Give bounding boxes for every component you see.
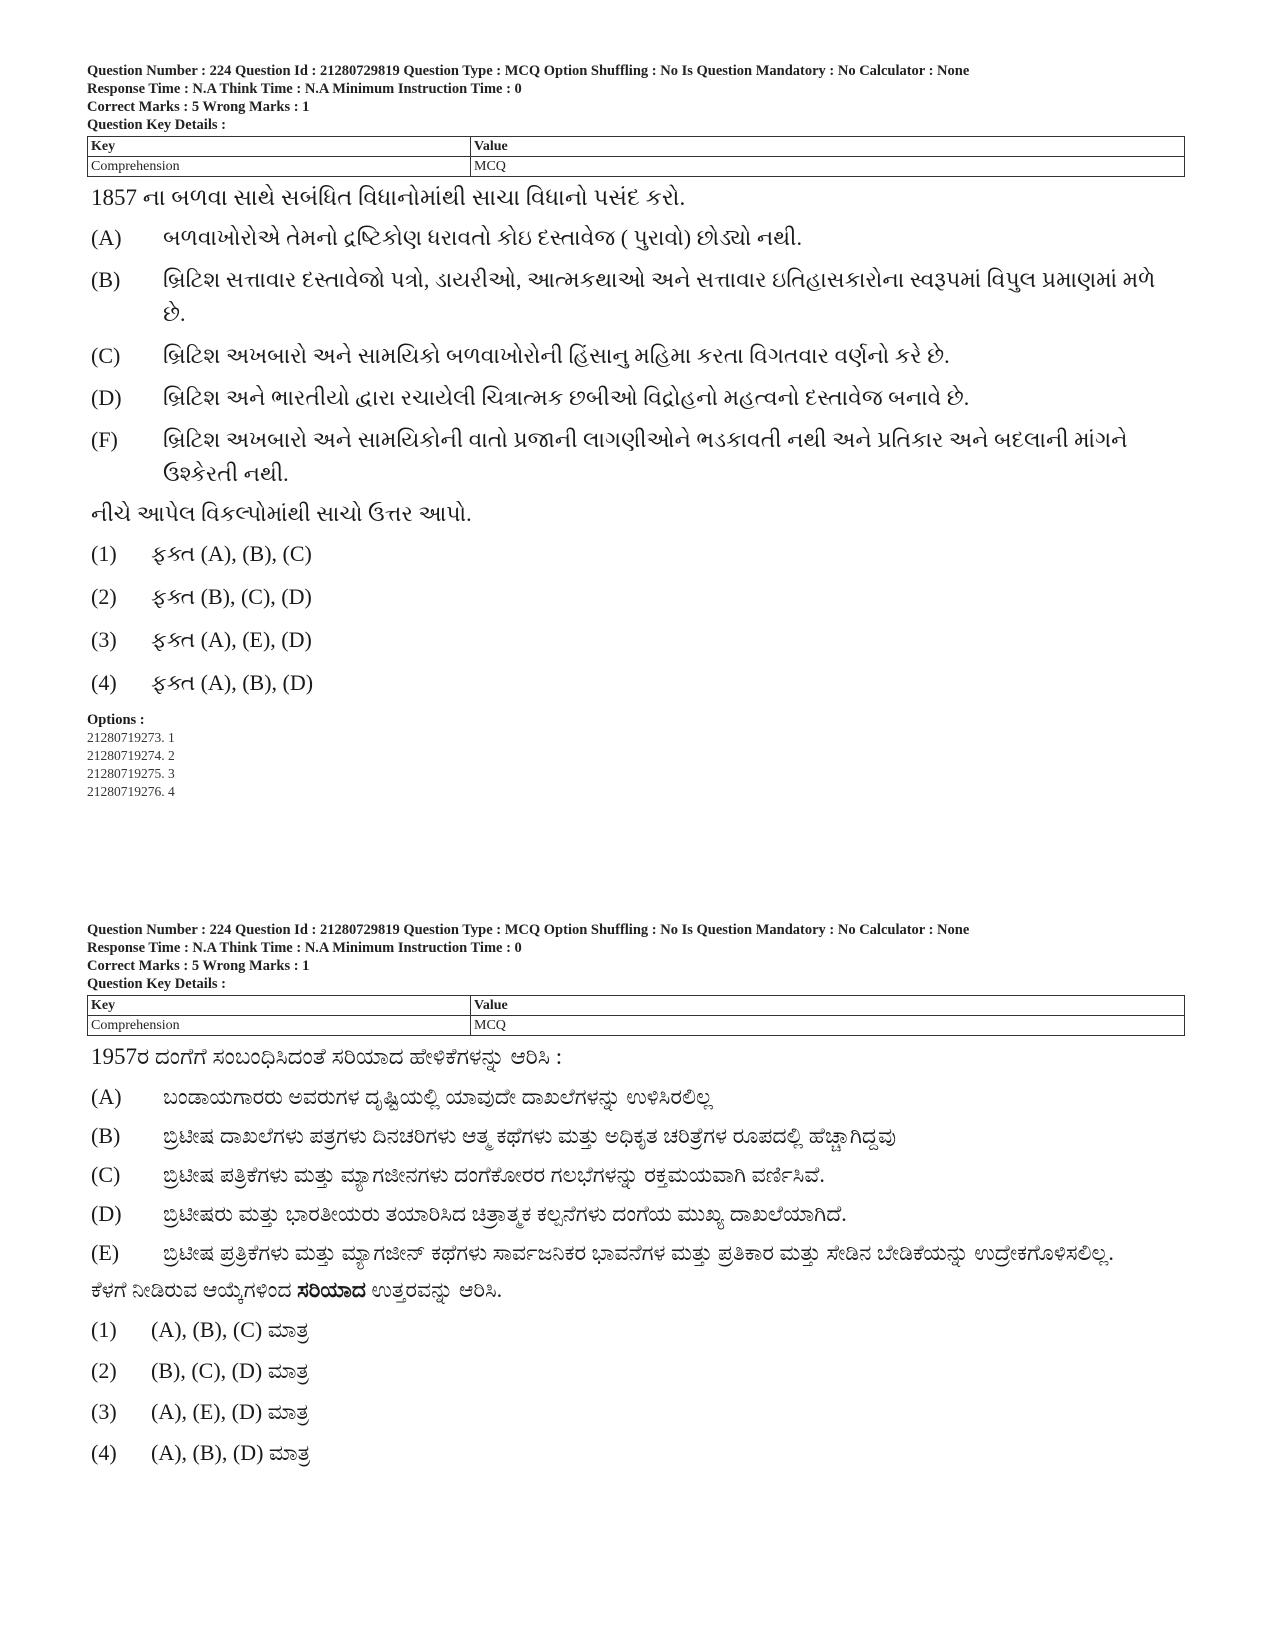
statement-label: (C)	[91, 343, 121, 368]
statement-item	[87, 1236, 1187, 1270]
statement-text: બ્રિટિશ અને ભારતીયો દ્વારા રચાયેલી ચિત્રાત્મક છબીઓ વિદ્રોહનો મહત્વનો દસ્તાવેજ બનાવે છે.	[163, 385, 970, 410]
table-header-row	[88, 996, 1185, 1016]
answer-option[interactable]	[87, 1315, 1187, 1345]
statement-text: બ્રિટિશ સત્તાવાર દસ્તાવેજો પત્રો, ડાયરીઓ, આત્મકથાઓ અને સત્તાવાર ઇતિહાસકારોના સ્વરૂપમાં વિપુલ પ્રમાણમાં મળે છે.	[163, 267, 1156, 326]
question-marks-line: Correct Marks : 5 Wrong Marks : 1	[87, 958, 310, 974]
question-block-kannada	[87, 921, 1187, 1479]
table-cell-value: MCQ	[471, 1016, 1185, 1036]
table-header-key: Key	[88, 996, 471, 1016]
statement-label: (D)	[91, 1201, 122, 1226]
option-label: (3)	[91, 627, 117, 652]
table-cell-value: MCQ	[471, 157, 1185, 177]
statement-text: બ્રિટિશ અખબારો અને સામયિકો બળવાખોરોની હિંસાનુ મહિમા કરતા વિગતવાર વર્ણનો કરે છે.	[163, 343, 950, 368]
option-label: (1)	[91, 541, 117, 566]
answer-option[interactable]	[87, 1438, 1187, 1468]
prompt-text-start: ಕೆಳಗೆ ನೀಡಿರುವ ಆಯ್ಕೆಗಳಿಂದ	[91, 1277, 298, 1302]
option-text: (A), (B), (C) ಮಾತ್ರ	[151, 1317, 309, 1342]
statement-text: બળવાખોરોએ તેમનો દ્રષ્ટિકોણ ધરાવતો કોઇ દસ્તાવેજ ( પુરાવો) છોડ્યો નથી.	[163, 225, 802, 250]
answer-prompt	[91, 1275, 1187, 1305]
table-header-key: Key	[88, 137, 471, 157]
question-stem: 1857 ના બળવા સાથે સબંધિત વિધાનોમાંથી સાચા વિધાનો પસંદ કરો.	[91, 185, 686, 210]
question-marks-line: Correct Marks : 5 Wrong Marks : 1	[87, 99, 310, 115]
statement-label: (F)	[91, 427, 118, 452]
question-stem: 1957ರ ದಂಗೆಗೆ ಸಂಬಂಧಿಸಿದಂತೆ ಸರಿಯಾದ ಹೇಳಿಕೆಗಳನ್ನು ಆರಿಸಿ :	[91, 1044, 563, 1069]
option-id: 21280719274. 2	[87, 748, 175, 763]
option-label: (3)	[91, 1399, 117, 1424]
statement-label: (E)	[91, 1240, 120, 1265]
option-label: (4)	[91, 1440, 117, 1465]
statement-item	[87, 381, 1187, 415]
prompt-text-bold: ಸರಿಯಾದ	[297, 1277, 366, 1302]
question-block-gujarati	[87, 62, 1187, 801]
statement-label: (A)	[91, 1084, 122, 1109]
question-time-line: Response Time : N.A Think Time : N.A Minimum Instruction Time : 0	[87, 940, 522, 956]
table-header-value: Value	[471, 137, 1185, 157]
statement-item	[87, 423, 1187, 491]
key-details-table	[87, 136, 1185, 177]
statement-text: બ્રિટિશ અખબારો અને સામયિકોની વાતો પ્રજાની લાગણીઓને ભડકાવતી નથી અને પ્રતિકાર અને બદલાની માંગને ઉશ્કેરતી નથી.	[163, 427, 1128, 486]
question-time-line: Response Time : N.A Think Time : N.A Minimum Instruction Time : 0	[87, 81, 522, 97]
statement-item	[87, 1158, 1187, 1192]
answer-option[interactable]	[87, 625, 1187, 655]
statement-item	[87, 1080, 1187, 1114]
option-text: ફક્ત (A), (B), (D)	[151, 670, 314, 695]
option-text: (A), (E), (D) ಮಾತ್ರ	[151, 1399, 309, 1424]
question-key-details-label: Question Key Details :	[87, 976, 226, 992]
question-key-details-label: Question Key Details :	[87, 117, 226, 133]
answer-option[interactable]	[87, 1356, 1187, 1386]
statement-label: (D)	[91, 385, 122, 410]
answer-option[interactable]	[87, 582, 1187, 612]
options-label: Options :	[87, 712, 145, 728]
statement-text: ಬ್ರಿಟೀಷರು ಮತ್ತು ಭಾರತೀಯರು ತಯಾರಿಸಿದ ಚಿತ್ರಾತ್ಮಕ ಕಲ್ಪನೆಗಳು ದಂಗೆಯ ಮುಖ್ಯ ದಾಖಲೆಯಾಗಿದೆ.	[163, 1201, 847, 1226]
prompt-text-end: ಉತ್ತರವನ್ನು ಆರಿಸಿ.	[365, 1277, 503, 1302]
question-meta-line: Question Number : 224 Question Id : 21280729819 Question Type : MCQ Option Shuffling : No Is Question Mandatory : No Calculator : None	[87, 63, 970, 79]
statement-item	[87, 1119, 1187, 1153]
option-label: (2)	[91, 584, 117, 609]
option-text: ફક્ત (B), (C), (D)	[151, 584, 312, 609]
statement-label: (B)	[91, 267, 121, 292]
statement-text: ಬಂಡಾಯಗಾರರು ಅವರುಗಳ ದೃಷ್ಟಿಯಲ್ಲಿ ಯಾವುದೇ ದಾಖಲೆಗಳನ್ನು ಉಳಿಸಿರಲಿಲ್ಲ	[163, 1084, 713, 1109]
option-text: (B), (C), (D) ಮಾತ್ರ	[151, 1358, 309, 1383]
option-label: (1)	[91, 1317, 117, 1342]
table-row	[88, 1016, 1185, 1036]
statement-item	[87, 339, 1187, 373]
option-id: 21280719273. 1	[87, 730, 175, 745]
option-label: (4)	[91, 670, 117, 695]
option-text: ફક્ત (A), (E), (D)	[151, 627, 312, 652]
statement-item	[87, 1197, 1187, 1231]
answer-option[interactable]	[87, 668, 1187, 698]
option-label: (2)	[91, 1358, 117, 1383]
option-text: ફક્ત (A), (B), (C)	[151, 541, 312, 566]
question-meta-line: Question Number : 224 Question Id : 21280729819 Question Type : MCQ Option Shuffling : No Is Question Mandatory : No Calculator : None	[87, 922, 970, 938]
statement-text: ಬ್ರಿಟೀಷ ಪ್ರತ್ರಿಕೆಗಳು ಮತ್ತು ಮ್ಯಾಗಜೀನ್ ಕಥೆಗಳು ಸಾರ್ವಜನಿಕರ ಭಾವನೆಗಳ ಮತ್ತು ಪ್ರತಿಕಾರ ಮತ್ತು ಸೇಡಿನ ಬೇಡಿಕೆಯನ್ನು ಉದ್ರೇಕಗೊಳಿಸಲಿಲ್ಲ.	[163, 1240, 1114, 1265]
option-text: (A), (B), (D) ಮಾತ್ರ	[151, 1440, 311, 1465]
statement-label: (B)	[91, 1123, 121, 1148]
answer-option[interactable]	[87, 1397, 1187, 1427]
statement-item	[87, 263, 1187, 331]
statement-item	[87, 221, 1187, 255]
answer-option[interactable]	[87, 539, 1187, 569]
statement-text: ಬ್ರಿಟೀಷ ಪತ್ರಿಕೆಗಳು ಮತ್ತು ಮ್ಯಾಗಜೀನಗಳು ದಂಗೆಕೋರರ ಗಲಭೆಗಳನ್ನು ರಕ್ತಮಯವಾಗಿ ವರ್ಣಿಸಿವೆ.	[163, 1162, 825, 1187]
answer-prompt: નીચે આપેલ વિકલ્પોમાંથી સાચો ઉત્તર આપો.	[91, 501, 472, 526]
table-header-value: Value	[471, 996, 1185, 1016]
table-cell-key: Comprehension	[88, 1016, 471, 1036]
option-id: 21280719276. 4	[87, 784, 175, 799]
option-id: 21280719275. 3	[87, 766, 175, 781]
question-header	[87, 62, 1187, 134]
table-cell-key: Comprehension	[88, 157, 471, 177]
statement-label: (A)	[91, 225, 122, 250]
statement-label: (C)	[91, 1162, 121, 1187]
table-header-row	[88, 137, 1185, 157]
table-row	[88, 157, 1185, 177]
statement-text: ಬ್ರಿಟೀಷ ದಾಖಲೆಗಳು ಪತ್ರಗಳು ದಿನಚರಿಗಳು ಆತ್ಮ ಕಥೆಗಳು ಮತ್ತು ಅಧಿಕೃತ ಚರಿತ್ರೆಗಳ ರೂಪದಲ್ಲಿ ಹೆಚ್ಚಾಗಿದ್ದವು	[163, 1123, 896, 1148]
question-header	[87, 921, 1187, 993]
key-details-table	[87, 995, 1185, 1036]
